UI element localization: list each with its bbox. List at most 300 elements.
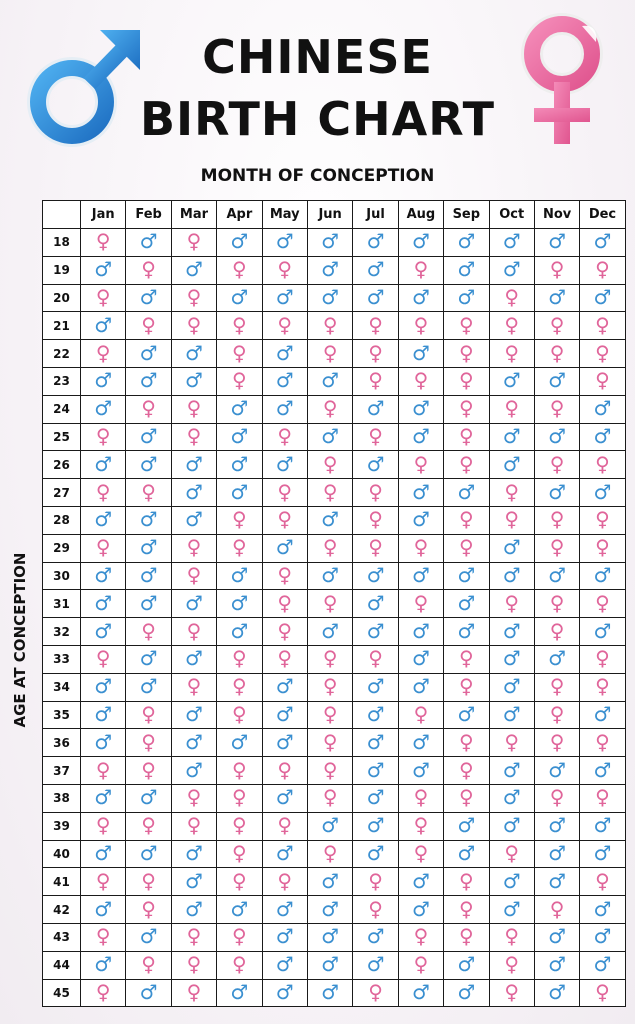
boy-cell (126, 784, 171, 812)
boy-cell (534, 951, 579, 979)
female-icon: ♀ (277, 868, 293, 893)
female-icon: ♀ (232, 757, 247, 782)
girl-cell (262, 256, 307, 284)
girl-cell (262, 868, 307, 896)
boy-cell (171, 256, 216, 284)
male-icon: ♂ (457, 229, 476, 254)
female-icon: ♀ (504, 312, 520, 337)
table-row (43, 590, 626, 618)
male-icon: ♂ (593, 479, 612, 504)
girl-cell (398, 812, 443, 840)
girl-cell (171, 951, 216, 979)
boy-cell (489, 784, 534, 812)
girl-cell (262, 812, 307, 840)
male-icon: ♂ (275, 396, 294, 421)
boy-cell (353, 923, 398, 951)
age-label: 39 (43, 812, 81, 840)
male-icon: ♂ (411, 646, 430, 671)
boy-cell (171, 701, 216, 729)
boy-cell (444, 618, 489, 646)
girl-cell (580, 729, 625, 757)
female-icon: ♀ (595, 646, 610, 671)
y-axis-label: AGE AT CONCEPTION (11, 552, 29, 728)
female-icon: ♀ (186, 396, 202, 421)
male-icon: ♂ (457, 479, 476, 504)
girl-cell (171, 284, 216, 312)
male-icon: ♂ (457, 618, 476, 643)
boy-cell (307, 923, 352, 951)
girl-cell (81, 340, 126, 368)
boy-cell (444, 256, 489, 284)
age-label: 45 (43, 979, 81, 1007)
table-row (43, 312, 626, 340)
table-row (43, 229, 626, 257)
boy-cell (262, 840, 307, 868)
boy-cell (580, 923, 625, 951)
male-icon: ♂ (548, 979, 567, 1004)
male-icon: ♂ (139, 646, 158, 671)
female-icon: ♀ (458, 674, 474, 699)
girl-cell (534, 256, 579, 284)
female-icon: ♀ (458, 396, 474, 421)
table-row (43, 534, 626, 562)
girl-cell (81, 423, 126, 451)
male-icon: ♂ (548, 757, 567, 782)
female-icon: ♀ (549, 618, 565, 643)
female-icon: ♀ (322, 840, 338, 865)
boy-cell (534, 923, 579, 951)
female-icon: ♀ (232, 535, 247, 560)
age-label: 36 (43, 729, 81, 757)
female-icon: ♀ (186, 813, 202, 838)
male-icon: ♂ (593, 924, 612, 949)
girl-cell (126, 896, 171, 924)
girl-cell (217, 951, 262, 979)
male-icon: ♂ (548, 868, 567, 893)
female-icon: ♀ (186, 535, 202, 560)
male-icon: ♂ (321, 868, 340, 893)
boy-cell (534, 645, 579, 673)
boy-cell (489, 562, 534, 590)
female-icon: ♀ (186, 785, 202, 810)
female-icon: ♀ (95, 924, 111, 949)
boy-cell (307, 562, 352, 590)
male-icon: ♂ (139, 340, 158, 365)
female-icon: ♀ (549, 340, 565, 365)
male-icon: ♂ (94, 507, 113, 532)
boy-cell (353, 951, 398, 979)
month-header: Dec (580, 201, 625, 229)
female-icon: ♀ (95, 979, 111, 1004)
female-icon: ♀ (232, 507, 247, 532)
boy-cell (262, 979, 307, 1007)
boy-cell (171, 896, 216, 924)
female-icon: ♀ (186, 312, 202, 337)
female-icon: ♀ (277, 757, 293, 782)
girl-cell (398, 312, 443, 340)
female-icon: ♀ (413, 924, 429, 949)
girl-cell (398, 923, 443, 951)
age-label: 41 (43, 868, 81, 896)
female-icon: ♀ (595, 451, 610, 476)
boy-cell (126, 423, 171, 451)
boy-cell (126, 590, 171, 618)
male-icon: ♂ (185, 840, 203, 865)
female-icon: ♀ (232, 924, 247, 949)
female-icon: ♀ (595, 257, 610, 282)
girl-cell (580, 534, 625, 562)
table-row (43, 923, 626, 951)
male-icon: ♂ (139, 535, 158, 560)
table-row (43, 757, 626, 785)
male-icon: ♂ (275, 340, 294, 365)
male-icon: ♂ (321, 618, 340, 643)
girl-cell (444, 757, 489, 785)
girl-cell (353, 312, 398, 340)
age-label: 18 (43, 229, 81, 257)
male-icon: ♂ (139, 507, 158, 532)
header-row (43, 201, 626, 229)
girl-cell (171, 673, 216, 701)
male-icon: ♂ (548, 479, 567, 504)
male-icon: ♂ (275, 979, 294, 1004)
boy-cell (262, 534, 307, 562)
girl-cell (217, 312, 262, 340)
female-icon: ♀ (549, 451, 565, 476)
boy-cell (217, 423, 262, 451)
girl-cell (580, 312, 625, 340)
male-icon: ♂ (366, 284, 385, 309)
male-icon: ♂ (230, 590, 249, 615)
male-icon: ♂ (139, 284, 158, 309)
male-icon: ♂ (275, 896, 294, 921)
female-icon: ♀ (322, 396, 338, 421)
female-icon: ♀ (504, 924, 520, 949)
girl-cell (489, 923, 534, 951)
boy-cell (171, 367, 216, 395)
boy-cell (580, 284, 625, 312)
girl-cell (489, 340, 534, 368)
female-icon: ♀ (413, 840, 429, 865)
month-header: Jul (353, 201, 398, 229)
boy-cell (307, 896, 352, 924)
male-icon: ♂ (502, 229, 521, 254)
male-icon: ♂ (593, 952, 612, 977)
table-row (43, 701, 626, 729)
boy-cell (489, 701, 534, 729)
male-icon: ♂ (275, 368, 294, 393)
girl-cell (534, 395, 579, 423)
girl-cell (580, 868, 625, 896)
female-icon: ♀ (95, 646, 111, 671)
male-icon: ♂ (139, 423, 158, 448)
female-icon: ♀ (549, 507, 565, 532)
female-icon: ♀ (458, 896, 474, 921)
boy-cell (262, 951, 307, 979)
girl-cell (444, 506, 489, 534)
female-icon: ♀ (458, 507, 474, 532)
boy-cell (489, 673, 534, 701)
male-icon: ♂ (548, 924, 567, 949)
female-icon: ♀ (141, 813, 156, 838)
boy-cell (262, 673, 307, 701)
male-icon: ♂ (275, 840, 294, 865)
male-icon: ♂ (411, 562, 430, 587)
male-icon: ♂ (593, 423, 612, 448)
male-icon: ♂ (230, 562, 249, 587)
boy-cell (580, 840, 625, 868)
girl-cell (398, 784, 443, 812)
female-icon: ♀ (368, 979, 383, 1004)
boy-cell (217, 896, 262, 924)
boy-cell (171, 729, 216, 757)
girl-cell (126, 256, 171, 284)
girl-cell (353, 340, 398, 368)
month-header: Mar (171, 201, 216, 229)
girl-cell (262, 590, 307, 618)
girl-cell (398, 840, 443, 868)
table-row (43, 340, 626, 368)
male-icon: ♂ (593, 757, 612, 782)
boy-cell (534, 479, 579, 507)
female-icon: ♀ (413, 785, 429, 810)
boy-cell (489, 256, 534, 284)
female-icon: ♀ (458, 368, 474, 393)
girl-cell (489, 979, 534, 1007)
girl-cell (398, 451, 443, 479)
male-icon: ♂ (366, 813, 385, 838)
boy-cell (353, 562, 398, 590)
girl-cell (81, 645, 126, 673)
girl-cell (171, 229, 216, 257)
age-label: 20 (43, 284, 81, 312)
male-icon: ♂ (366, 451, 385, 476)
boy-cell (262, 451, 307, 479)
boy-cell (307, 979, 352, 1007)
boy-cell (534, 284, 579, 312)
table-row (43, 812, 626, 840)
female-icon: ♀ (368, 479, 383, 504)
girl-cell (489, 590, 534, 618)
male-icon: ♂ (185, 340, 203, 365)
boy-cell (217, 395, 262, 423)
age-label: 19 (43, 256, 81, 284)
female-icon: ♀ (504, 396, 520, 421)
male-icon: ♂ (593, 701, 612, 726)
male-icon: ♂ (94, 368, 113, 393)
male-icon: ♂ (411, 868, 430, 893)
male-icon: ♂ (230, 284, 249, 309)
girl-cell (217, 506, 262, 534)
girl-cell (444, 423, 489, 451)
girl-cell (534, 701, 579, 729)
male-icon: ♂ (139, 924, 158, 949)
girl-cell (307, 340, 352, 368)
girl-cell (217, 534, 262, 562)
x-axis-label: MONTH OF CONCEPTION (200, 166, 435, 186)
female-icon: ♀ (277, 813, 293, 838)
boy-cell (126, 506, 171, 534)
table-row (43, 979, 626, 1007)
male-icon: ♂ (185, 646, 203, 671)
boy-cell (534, 812, 579, 840)
age-label: 42 (43, 896, 81, 924)
boy-cell (353, 229, 398, 257)
male-icon: ♂ (457, 840, 476, 865)
month-header: Feb (126, 201, 171, 229)
boy-cell (489, 367, 534, 395)
girl-cell (262, 645, 307, 673)
girl-cell (262, 312, 307, 340)
boy-cell (262, 340, 307, 368)
boy-cell (81, 562, 126, 590)
boy-cell (444, 479, 489, 507)
female-icon: ♀ (368, 507, 383, 532)
female-icon: ♀ (549, 590, 565, 615)
boy-cell (262, 923, 307, 951)
female-icon: ♀ (595, 785, 610, 810)
male-icon: ♂ (366, 701, 385, 726)
male-icon: ♂ (139, 979, 158, 1004)
boy-cell (534, 757, 579, 785)
girl-cell (534, 896, 579, 924)
male-icon: ♂ (139, 451, 158, 476)
male-icon: ♂ (457, 284, 476, 309)
girl-cell (217, 340, 262, 368)
male-icon: ♂ (94, 896, 113, 921)
male-icon: ♂ (275, 451, 294, 476)
girl-cell (307, 701, 352, 729)
girl-cell (534, 506, 579, 534)
female-icon: ♀ (232, 257, 247, 282)
male-icon: ♂ (457, 590, 476, 615)
girl-cell (126, 812, 171, 840)
boy-cell (81, 951, 126, 979)
girl-cell (353, 506, 398, 534)
male-icon: ♂ (548, 562, 567, 587)
boy-cell (81, 701, 126, 729)
boy-cell (171, 479, 216, 507)
female-icon: ♀ (368, 868, 383, 893)
male-icon: ♂ (275, 535, 294, 560)
girl-cell (171, 784, 216, 812)
female-icon: ♀ (549, 701, 565, 726)
girl-cell (444, 645, 489, 673)
girl-cell (307, 312, 352, 340)
boy-cell (262, 367, 307, 395)
boy-cell (217, 618, 262, 646)
boy-cell (307, 506, 352, 534)
girl-cell (217, 673, 262, 701)
table-row (43, 618, 626, 646)
male-icon: ♂ (457, 701, 476, 726)
age-label: 33 (43, 645, 81, 673)
female-icon: ♀ (277, 562, 293, 587)
boy-cell (580, 423, 625, 451)
boy-cell (353, 451, 398, 479)
female-icon: ♀ (95, 757, 111, 782)
boy-cell (353, 618, 398, 646)
male-icon: ♂ (275, 952, 294, 977)
female-icon: ♀ (186, 674, 202, 699)
boy-cell (580, 618, 625, 646)
girl-cell (307, 645, 352, 673)
table-row (43, 784, 626, 812)
male-icon: ♂ (321, 229, 340, 254)
male-icon: ♂ (139, 590, 158, 615)
month-header: Jan (81, 201, 126, 229)
boy-cell (126, 923, 171, 951)
female-icon: ♀ (322, 535, 338, 560)
corner-cell (43, 201, 81, 229)
male-icon: ♂ (230, 729, 249, 754)
girl-cell (444, 340, 489, 368)
boy-cell (171, 506, 216, 534)
boy-cell (126, 645, 171, 673)
male-icon: ♂ (185, 729, 203, 754)
age-label: 21 (43, 312, 81, 340)
female-icon: ♀ (186, 562, 202, 587)
girl-cell (534, 340, 579, 368)
male-icon: ♂ (502, 785, 521, 810)
male-icon: ♂ (94, 701, 113, 726)
girl-cell (262, 618, 307, 646)
female-icon: ♀ (595, 340, 610, 365)
boy-cell (489, 618, 534, 646)
female-icon: ♀ (504, 507, 520, 532)
female-icon: ♀ (549, 674, 565, 699)
female-icon: ♀ (368, 340, 383, 365)
girl-cell (444, 451, 489, 479)
boy-cell (580, 395, 625, 423)
age-label: 40 (43, 840, 81, 868)
boy-cell (81, 451, 126, 479)
girl-cell (353, 479, 398, 507)
girl-cell (580, 979, 625, 1007)
male-icon: ♂ (411, 229, 430, 254)
boy-cell (81, 896, 126, 924)
female-icon: ♀ (322, 312, 338, 337)
girl-cell (580, 506, 625, 534)
boy-cell (81, 367, 126, 395)
table-row (43, 479, 626, 507)
girl-cell (580, 673, 625, 701)
boy-cell (444, 590, 489, 618)
boy-cell (126, 340, 171, 368)
female-icon: ♀ (368, 646, 383, 671)
boy-cell (444, 812, 489, 840)
girl-cell (81, 923, 126, 951)
male-icon: ♂ (593, 813, 612, 838)
male-icon: ♂ (366, 840, 385, 865)
table-row (43, 284, 626, 312)
male-icon: ♂ (94, 451, 113, 476)
boy-cell (126, 562, 171, 590)
boy-cell (307, 618, 352, 646)
male-icon: ♂ (411, 979, 430, 1004)
boy-cell (126, 673, 171, 701)
girl-cell (126, 701, 171, 729)
female-icon: ♀ (95, 284, 111, 309)
girl-cell (580, 340, 625, 368)
girl-cell (444, 784, 489, 812)
male-icon: ♂ (548, 229, 567, 254)
boy-cell (489, 868, 534, 896)
girl-cell (171, 423, 216, 451)
male-icon: ♂ (321, 562, 340, 587)
female-icon: ♀ (141, 757, 156, 782)
girl-cell (580, 451, 625, 479)
